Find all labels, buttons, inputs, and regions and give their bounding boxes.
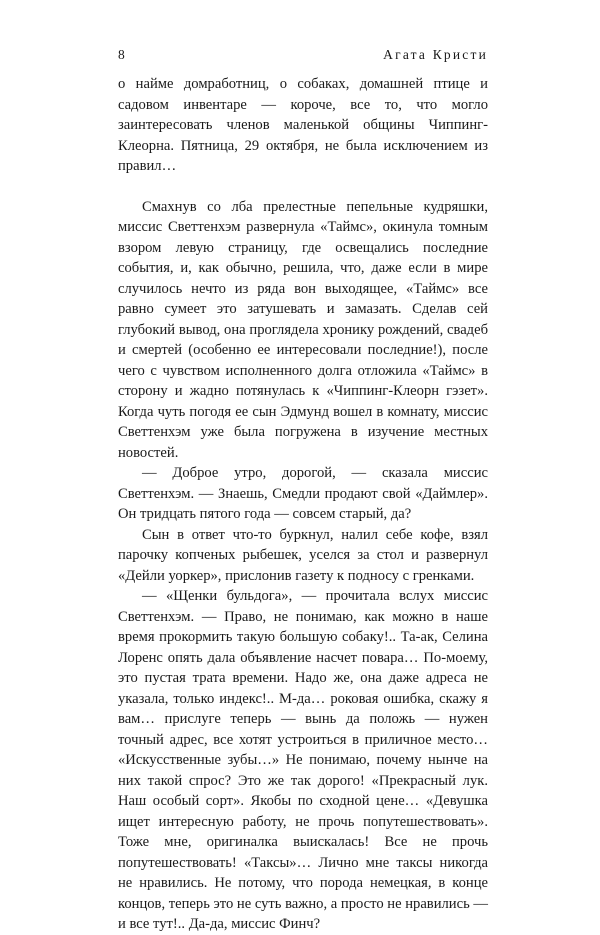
paragraph-son-reply: Сын в ответ что-то буркнул, налил себе кофе, взял парочку копченых рыбешек, уселся за стол и развернул «Дейли уоркер», прислонив газету к подносу с гренками. [118,526,488,584]
running-head [118,47,488,65]
paragraph-continued: о найме домработниц, о собаках, домашней птице и садовом инвентаре — короче, все то, что могло заинтересовать членов маленькой общины Чиппинг-Клеорна. Пятница, 29 октября, не была исключением из правил… [118,76,488,174]
paragraph-svettenham-times: Смахнув со лба прелестные пепельные кудряшки, миссис Светтенхэм развернула «Таймс», окинула томным взором левую страницу, где освещались последние события, и, как обычно, решила, что, даже если в мире случилось нечто из ряда вон выходящее, «Таймс» все равно сумеет это затушевать и замазать. Сделав сей глубокий вывод, она проглядела хронику рождений, свадеб и смертей (особенно ее интересовали последние!), после чего с чувством исполненного долга отложила «Таймс» в сторону и жадно потянулась к «Чиппинг-Клеорн гэзет». Когда чуть погодя ее сын Эдмунд вошел в комнату, миссис Светтенхэм уже была погружена в изучение местных новостей. [118,198,488,461]
running-head-author: Агата Кристи [383,47,488,62]
body-text [118,74,488,935]
page-number: 8 [118,47,126,62]
paragraph-ads-reading: — «Щенки бульдога», — прочитала вслух миссис Светтенхэм. — Право, не понимаю, как можно в наше время прокормить такую большую собаку!.. Та-ак, Селина Лоренс опять дала объявление насчет повара… По-моему, это пустая трата времени. Надо же, она даже адреса не указала, только индекс!.. М-да… роковая ошибка, скажу я вам… прислуге теперь — вынь да положь — нужен точный адрес, все хотят устроиться в приличное место… «Искусственные зубы…» Не понимаю, почему нынче на них такой спрос? Это же так дорого! «Прекрасный лук. Наш особый сорт». Якобы по сходной цене… «Девушка ищет интересную работу, не прочь попутешествовать». Тоже мне, оригиналка выискалась! Все не прочь попутешествовать! «Таксы»… Лично мне таксы никогда не нравились. Не потому, что порода немецкая, в конце концов, теперь это не суть важно, а просто не нравились — и все тут!.. Да-да, миссис Финч? [118,588,488,932]
paragraph-good-morning: — Доброе утро, дорогой, — сказала миссис Светтенхэм. — Знаешь, Смедли продают свой «Даймлер». Он тридцать пятого года — совсем старый, да? [118,465,488,522]
